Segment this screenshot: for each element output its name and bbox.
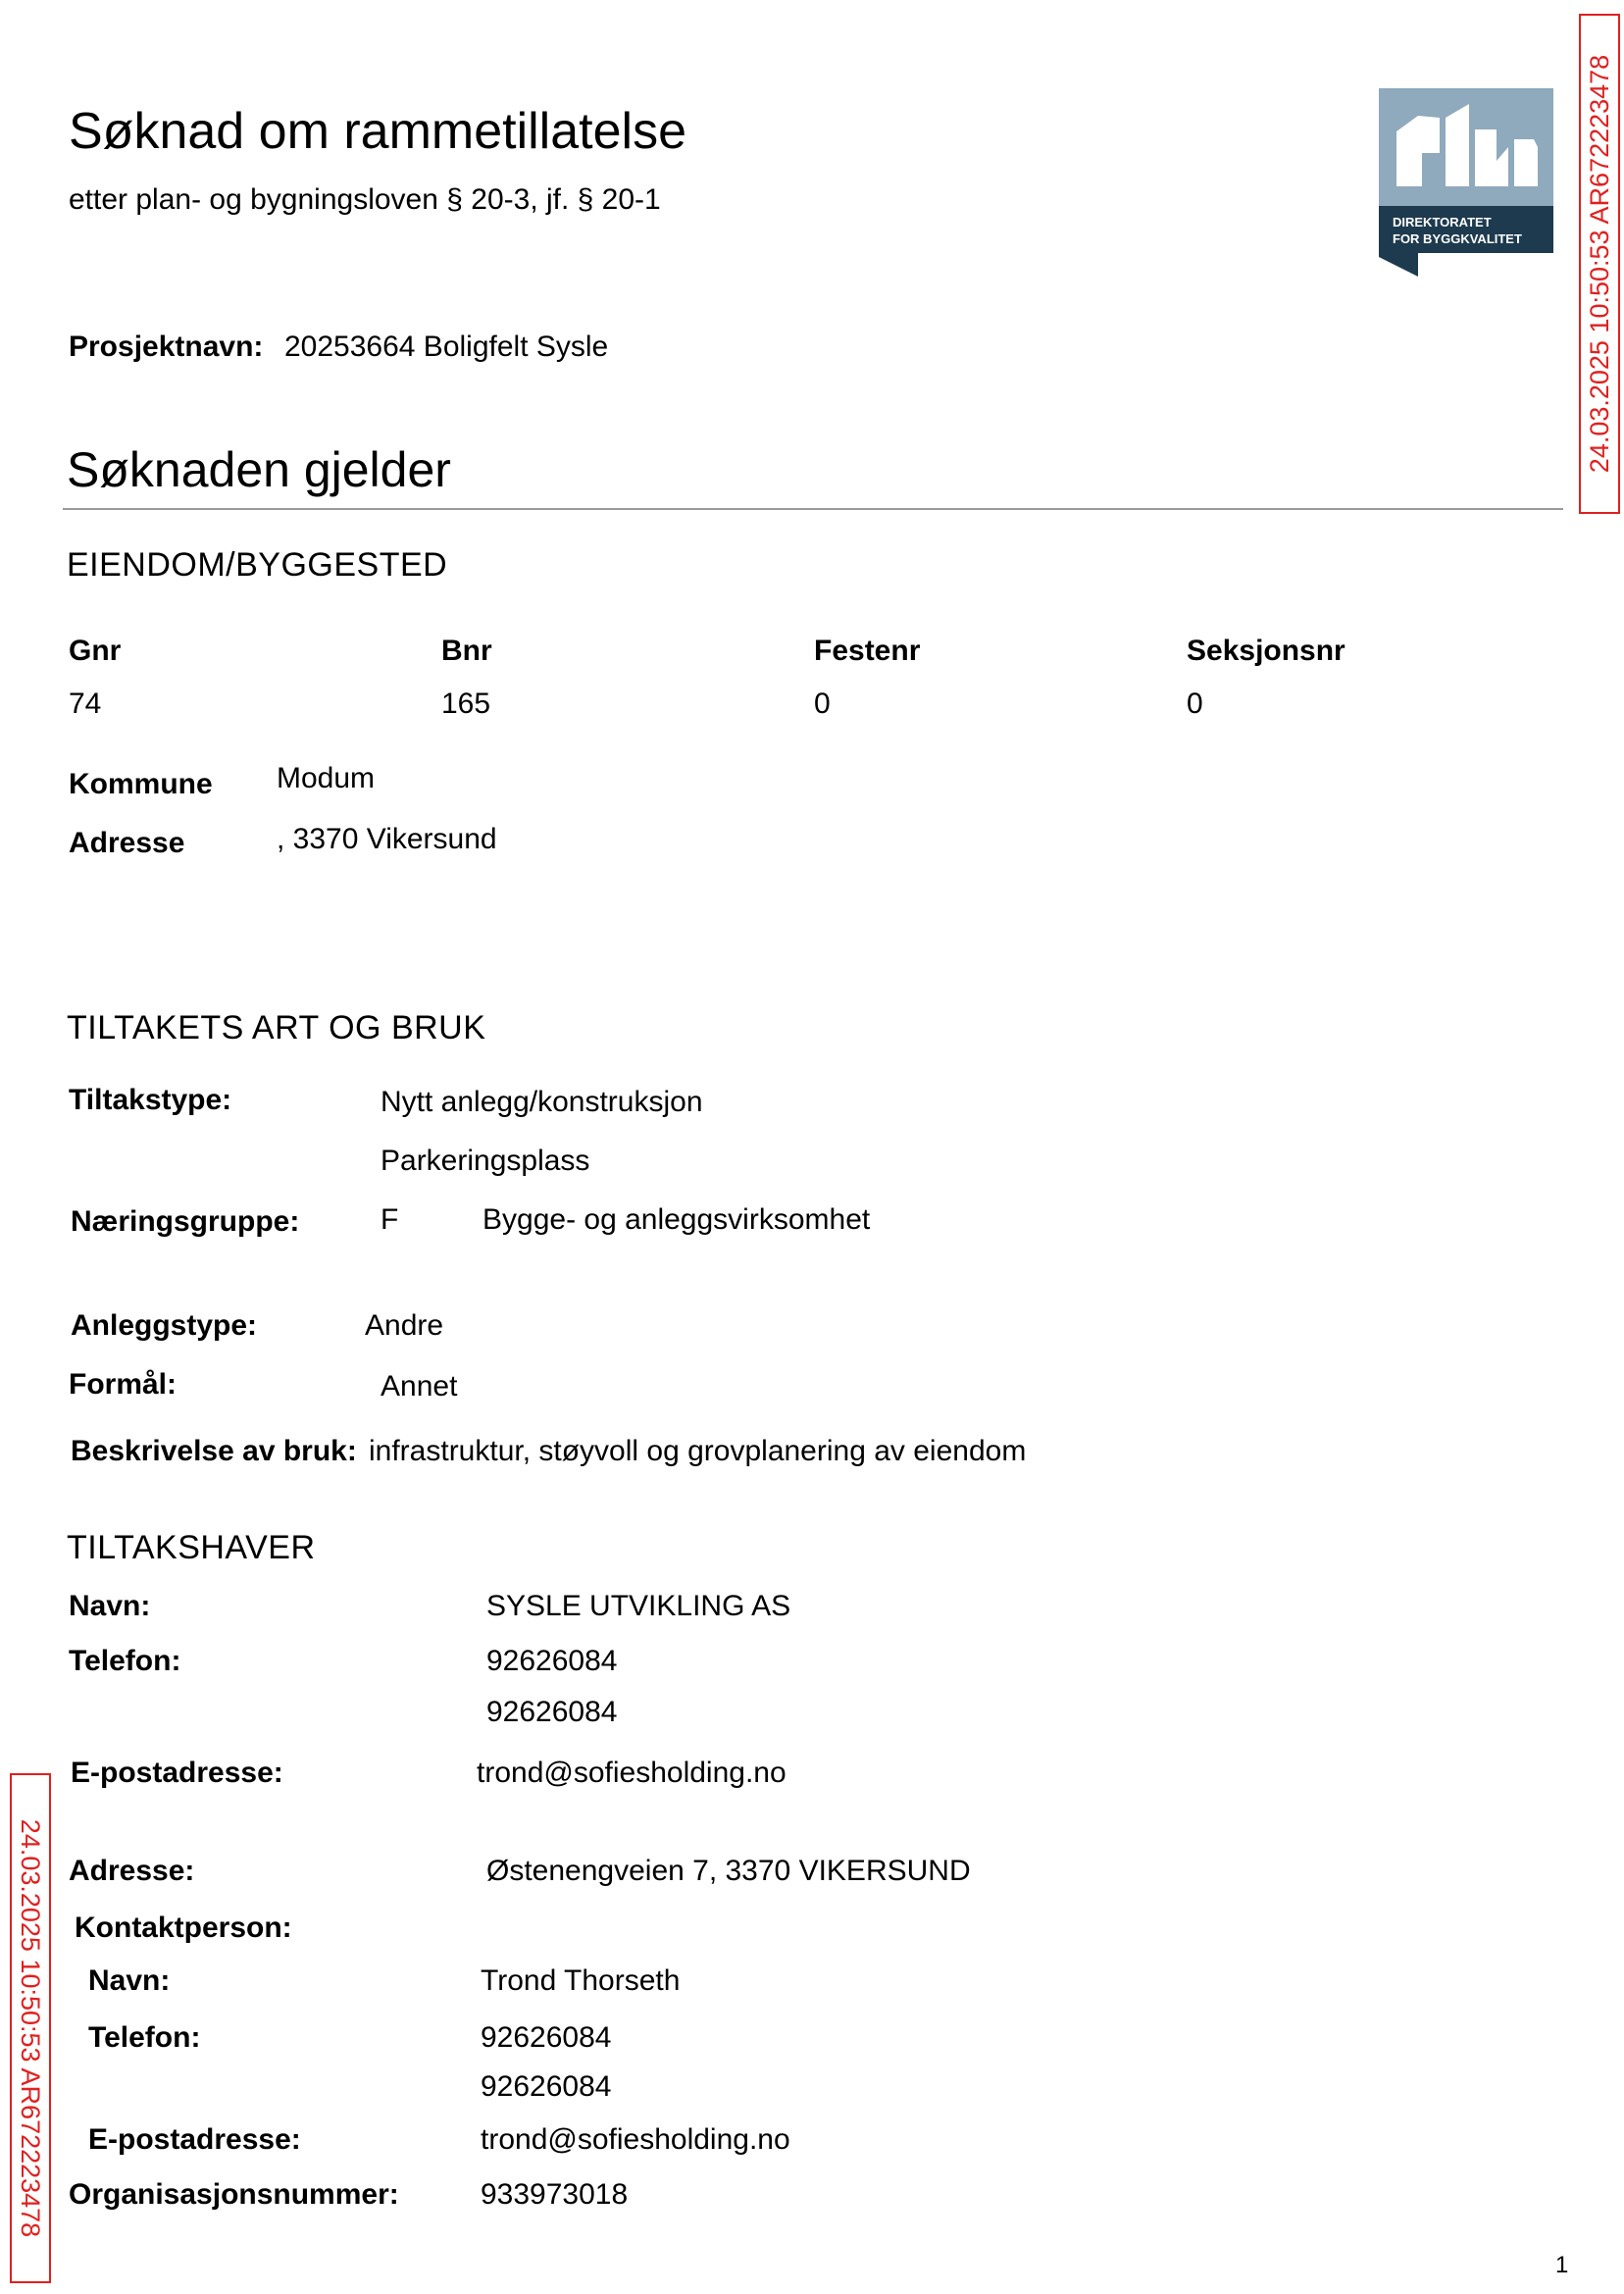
seksjonsnr-value: 0 [1187,688,1203,720]
beskrivelse-value: infrastruktur, støyvoll og grovplanering av eiendom [369,1435,1027,1467]
tiltakstype-label: Tiltakstype: [69,1084,232,1116]
measure-heading: TILTAKETS ART OG BRUK [67,1009,486,1046]
receipt-stamp-bottom [10,1773,51,2283]
org-number-value: 933973018 [481,2178,629,2211]
beskrivelse-label: Beskrivelse av bruk: [71,1435,357,1467]
section-title: Søknaden gjelder [67,442,451,497]
seksjonsnr-label: Seksjonsnr [1187,635,1345,667]
kommune-label: Kommune [69,768,213,800]
org-number-label: Organisasjonsnummer: [69,2178,399,2211]
applicant-address-label: Adresse: [69,1855,195,1887]
naeringsgruppe-value: Bygge- og anleggsvirksomhet [482,1203,871,1236]
formaal-label: Formål: [69,1368,178,1401]
contact-phone-value-2: 92626084 [481,2070,612,2103]
contact-name-label: Navn: [88,1964,171,1997]
anleggstype-value: Andre [365,1309,444,1342]
receipt-stamp-top-text: 24.03.2025 10:50:53 AR672223478 [1585,54,1614,474]
logo-text-line2: FOR BYGGKVALITET [1393,231,1522,246]
document-subtitle: etter plan- og bygningsloven § 20-3, jf. § 20-1 [69,183,661,216]
bnr-value: 165 [441,688,491,720]
adresse-label: Adresse [69,827,185,859]
receipt-stamp-top [1579,14,1620,514]
tiltakstype-value-2: Parkeringsplass [381,1145,590,1177]
gnr-label: Gnr [69,635,122,667]
document-title: Søknad om rammetillatelse [69,103,686,160]
applicant-name-label: Navn: [69,1590,151,1622]
contact-email-label: E-postadresse: [88,2123,301,2156]
applicant-heading: TILTAKSHAVER [67,1529,316,1566]
festenr-label: Festenr [814,635,921,667]
festenr-value: 0 [814,688,831,720]
contact-name-value: Trond Thorseth [481,1964,681,1997]
receipt-stamp-bottom-text: 24.03.2025 10:50:53 AR672223478 [16,1818,45,2238]
contact-person-label: Kontaktperson: [75,1912,292,1944]
dibk-logo-graphic [1379,88,1553,277]
anleggstype-label: Anleggstype: [71,1309,258,1342]
gnr-value: 74 [69,688,102,720]
kommune-value: Modum [277,762,376,794]
page-number: 1 [1555,2252,1569,2278]
applicant-address-value: Østenengveien 7, 3370 VIKERSUND [486,1855,971,1887]
project-name-value: 20253664 Boligfelt Sysle [284,331,609,363]
section-divider [63,508,1563,510]
adresse-value: , 3370 Vikersund [277,823,497,855]
applicant-name-value: SYSLE UTVIKLING AS [486,1590,791,1622]
contact-email-value: trond@sofiesholding.no [481,2123,790,2156]
naeringsgruppe-code: F [381,1203,399,1236]
applicant-email-value: trond@sofiesholding.no [477,1757,787,1789]
formaal-value: Annet [381,1370,458,1402]
contact-phone-label: Telefon: [88,2021,201,2054]
project-name-label: Prosjektnavn: [69,331,264,363]
contact-phone-value-1: 92626084 [481,2021,612,2054]
property-heading: EIENDOM/BYGGESTED [67,546,448,584]
logo-text-line1: DIREKTORATET [1393,215,1492,229]
applicant-phone-value-2: 92626084 [486,1696,618,1728]
bnr-label: Bnr [441,635,492,667]
tiltakstype-value-1: Nytt anlegg/konstruksjon [381,1086,703,1118]
applicant-email-label: E-postadresse: [71,1757,283,1789]
dibk-logo [1379,88,1553,277]
applicant-phone-value-1: 92626084 [486,1645,618,1677]
applicant-phone-label: Telefon: [69,1645,181,1677]
naeringsgruppe-label: Næringsgruppe: [71,1205,300,1238]
